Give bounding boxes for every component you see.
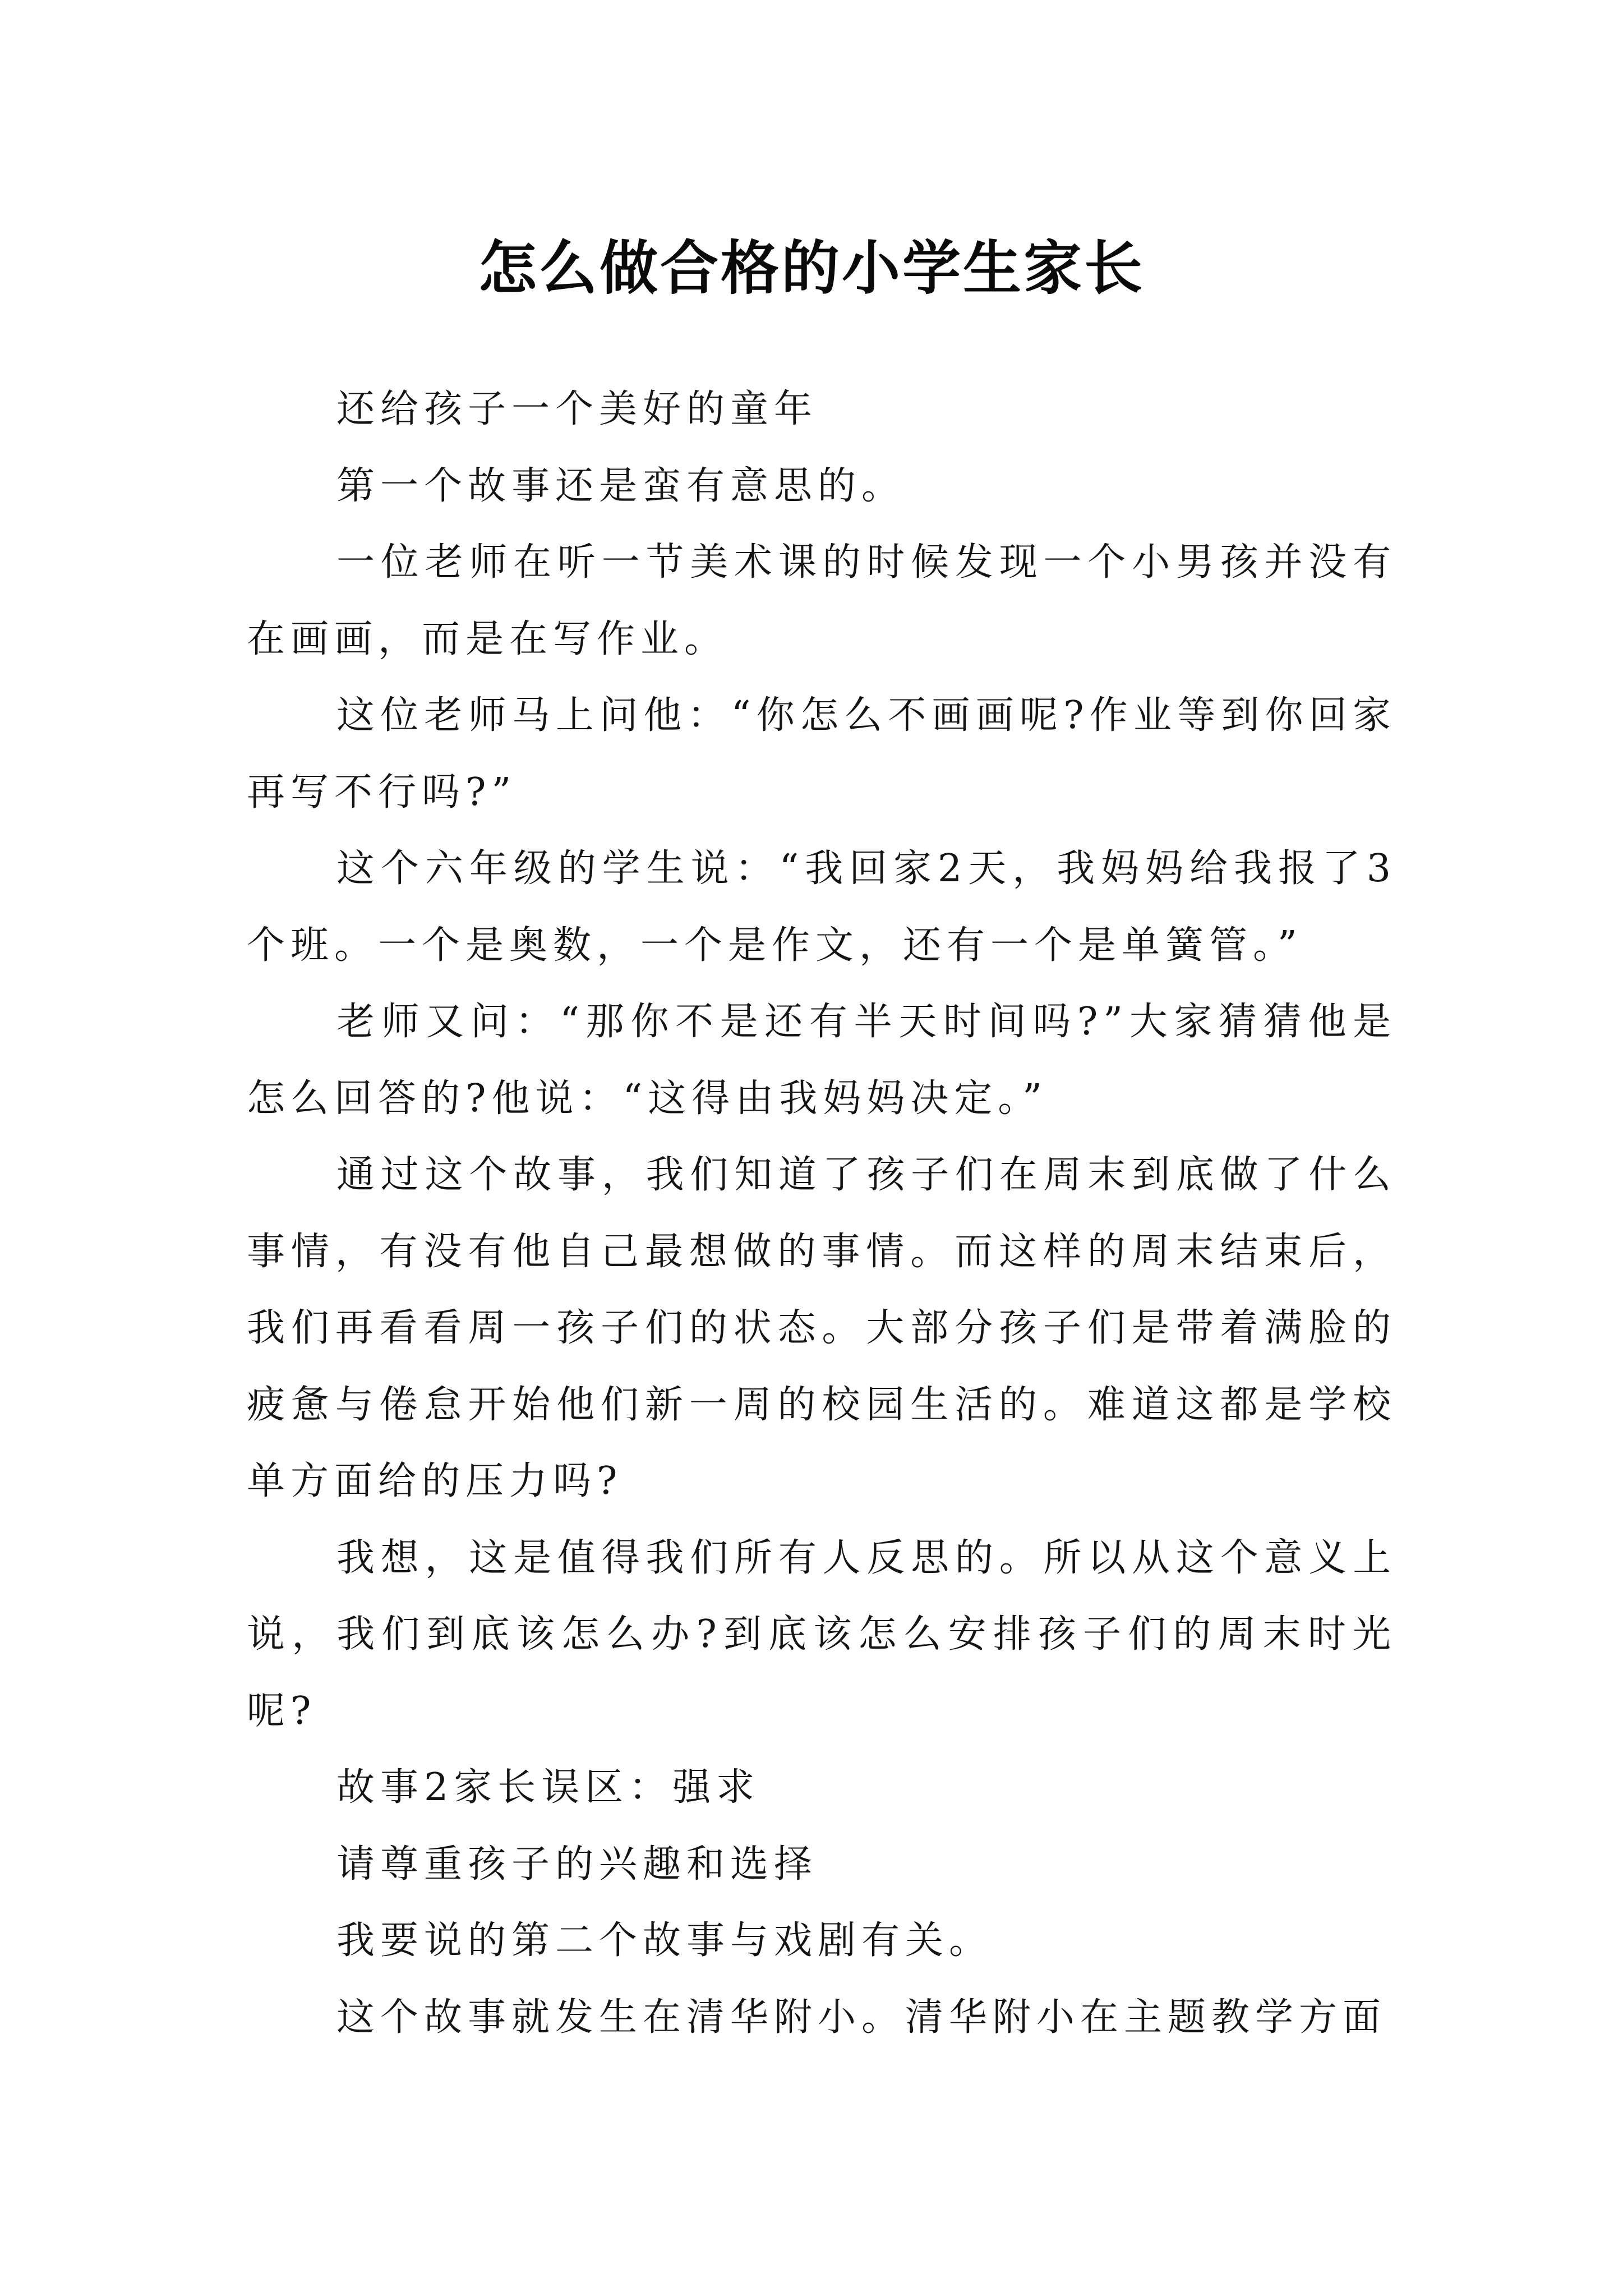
paragraph: 一位老师在听一节美术课的时候发现一个小男孩并没有在画画，而是在写作业。	[247, 540, 1396, 661]
paragraph: 老师又问：“那你不是还有半天时间吗?”大家猜猜他是怎么回答的?他说：“这得由我妈妈决定。”	[247, 1000, 1396, 1121]
paragraph: 我要说的第二个故事与戏剧有关。	[336, 1918, 993, 1963]
document-body	[247, 371, 1396, 2056]
paragraph: 还给孩子一个美好的童年	[336, 387, 818, 431]
document-title: 怎么做合格的小学生家长	[478, 233, 1145, 302]
paragraph: 这个故事就发生在清华附小。清华附小在主题教学方面	[336, 1995, 1387, 2040]
paragraph: 这位老师马上问他：“你怎么不画画呢?作业等到你回家再写不行吗?”	[247, 693, 1396, 815]
paragraph: 第一个故事还是蛮有意思的。	[336, 463, 906, 508]
paragraph: 故事2家长误区：强求	[336, 1765, 760, 1810]
paragraph: 请尊重孩子的兴趣和选择	[336, 1842, 818, 1887]
paragraph: 这个六年级的学生说：“我回家2天，我妈妈给我报了3个班。一个是奥数，一个是作文，还有一个是单簧管。”	[247, 846, 1396, 968]
paragraph: 我想，这是值得我们所有人反思的。所以从这个意义上说，我们到底该怎么办?到底该怎么安排孩子们的周末时光呢?	[247, 1535, 1396, 1733]
paragraph: 通过这个故事，我们知道了孩子们在周末到底做了什么事情，有没有他自己最想做的事情。而这样的周末结束后，我们再看看周一孩子们的状态。大部分孩子们是带着满脸的疲惫与倦怠开始他们新一周的校园生活的。难道这都是学校单方面给的压力吗?	[247, 1153, 1396, 1503]
